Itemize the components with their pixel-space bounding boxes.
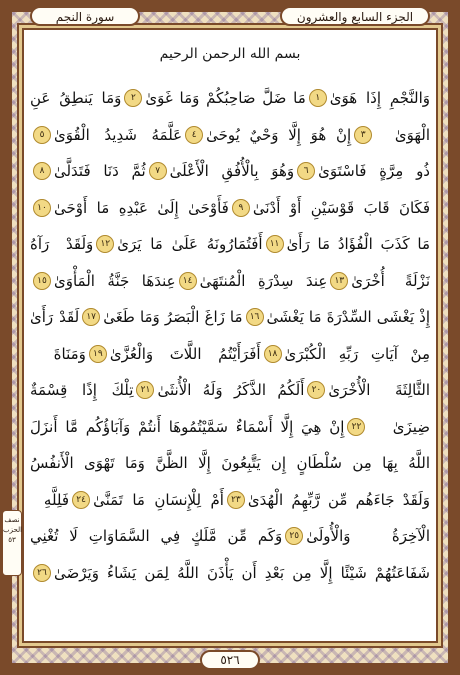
ayah-number-marker: ١٦ — [246, 308, 264, 326]
verse-text: عِندَ سِدْرَةِ الْمُنتَهَىٰ — [199, 271, 328, 290]
ayah-number-marker: ١٨ — [264, 345, 282, 363]
verse-text: وَكَم مِّن مَّلَكٍ فِي السَّمَاوَاتِ لَا تُغْنِي — [30, 527, 283, 546]
verse-line — [30, 153, 430, 190]
ayah-number-marker: ٢٢ — [347, 418, 365, 436]
ayah-number-marker: ٨ — [33, 162, 51, 180]
verse-line — [30, 117, 430, 154]
page-number: ٥٢٦ — [200, 650, 260, 670]
ayah-number-marker: ٢٣ — [227, 491, 245, 509]
hizb-marker — [2, 510, 22, 576]
verse-text: أَفَرَأَيْتُمُ اللَّاتَ وَالْعُزَّىٰ — [109, 344, 261, 363]
verse-line — [30, 409, 430, 446]
ayah-number-marker: ٢٤ — [72, 491, 90, 509]
verse-line — [30, 518, 430, 555]
verse-text: مَا زَاغَ الْبَصَرُ وَمَا طَغَىٰ — [103, 308, 243, 327]
verse-text: عَلَّمَهُ شَدِيدُ الْقُوَىٰ — [53, 125, 183, 144]
verse-text: ثُمَّ دَنَا فَتَدَلَّىٰ — [53, 162, 146, 181]
page-header — [22, 4, 438, 26]
basmala: بسم الله الرحمن الرحيم — [159, 46, 301, 62]
verse-text: مِنْ آيَاتِ رَبِّهِ الْكُبْرَىٰ — [284, 344, 430, 363]
ayah-number-marker: ١٢ — [96, 235, 114, 253]
ayah-number-marker: ٧ — [149, 162, 167, 180]
verse-text: مَا كَذَبَ الْفُؤَادُ مَا رَأَىٰ — [286, 235, 430, 254]
verse-text: نَزْلَةً أُخْرَىٰ — [351, 271, 430, 290]
hizb-marker-line: نصف — [4, 516, 20, 524]
verse-text: وَالنَّجْمِ إِذَا هَوَىٰ — [329, 89, 430, 108]
ayah-number-marker: ١١ — [266, 235, 284, 253]
hizb-marker-line: الحزب — [3, 526, 23, 534]
verse-text: إِذْ يَغْشَى السِّدْرَةَ مَا يَغْشَىٰ — [266, 308, 430, 327]
verse-line — [30, 336, 430, 373]
ayah-number-marker: ١٣ — [330, 272, 348, 290]
verse-line — [30, 372, 430, 409]
verse-line — [30, 80, 430, 117]
ayah-number-marker: ٤ — [185, 126, 203, 144]
ayah-number-marker: ٢٠ — [307, 381, 325, 399]
ayah-number-marker: ٢٥ — [285, 527, 303, 545]
ayah-number-marker: ٥ — [33, 126, 51, 144]
verse-line — [30, 299, 430, 336]
verse-line — [30, 226, 430, 263]
ayah-number-marker: ٦ — [297, 162, 315, 180]
verse-text: وَمَنَاةَ — [53, 344, 86, 363]
juz-label: الجزء السابع والعشرون — [280, 6, 430, 26]
verse-text: فَأَوْحَىٰ إِلَىٰ عَبْدِهِ مَا أَوْحَىٰ — [53, 198, 229, 217]
verse-line — [30, 482, 430, 519]
verse-text: وَلَقَدْ جَاءَهُم مِّن رَّبِّهِمُ الْهُدَىٰ — [247, 490, 430, 509]
ayah-number-marker: ٢٦ — [33, 564, 51, 582]
verse-text: ذُو مِرَّةٍ فَاسْتَوَىٰ — [318, 162, 430, 181]
verse-text: شَفَاعَتُهُمْ شَيْئًا إِلَّا مِن بَعْدِ أَن يَأْذَنَ اللَّهُ لِمَن يَشَاءُ وَيَرْضَىٰ — [54, 563, 430, 582]
verse-text: وَلَقَدْ رَآهُ — [30, 235, 94, 254]
ayah-number-marker: ١٧ — [82, 308, 100, 326]
ayah-number-marker: ٩ — [232, 199, 250, 217]
verse-text: الْآخِرَةُ وَالْأُولَىٰ — [306, 527, 430, 546]
verse-line — [30, 445, 430, 482]
verse-text: أَفَتُمَارُونَهُ عَلَىٰ مَا يَرَىٰ — [117, 235, 263, 254]
ayah-number-marker: ٣ — [354, 126, 372, 144]
verse-text: فَكَانَ قَابَ قَوْسَيْنِ أَوْ أَدْنَىٰ — [252, 198, 430, 217]
verse-text: ضِيزَىٰ — [392, 417, 430, 436]
surah-label: سورة النجم — [30, 6, 140, 26]
verse-text: عِندَهَا جَنَّةُ الْمَأْوَىٰ — [54, 271, 176, 290]
verse-text: أَمْ لِلْإِنسَانِ مَا تَمَنَّىٰ — [93, 490, 224, 509]
verse-text: وَمَا يَنطِقُ عَنِ — [30, 89, 122, 108]
hizb-marker-line: ٥٣ — [8, 536, 16, 544]
verse-line — [30, 263, 430, 300]
verse-text: وَهُوَ بِالْأُفُقِ الْأَعْلَىٰ — [169, 162, 295, 181]
verse-text: إِنْ هِيَ إِلَّا أَسْمَاءٌ سَمَّيْتُمُوهَا أَنتُمْ وَآبَاؤُكُم مَّا أَنزَلَ — [30, 417, 345, 436]
ayah-number-marker: ١٠ — [33, 199, 51, 217]
verse-text: أَلَكُمُ الذَّكَرُ وَلَهُ الْأُنثَىٰ — [157, 381, 305, 400]
verse-line — [30, 555, 430, 592]
ayah-number-marker: ١٩ — [89, 345, 107, 363]
verse-line — [30, 190, 430, 227]
ayah-number-marker: ٢ — [124, 89, 142, 107]
verse-text: الْهَوَىٰ — [394, 125, 430, 144]
verse-text: تِلْكَ إِذًا قِسْمَةٌ — [30, 381, 134, 400]
verse-text: لَقَدْ رَأَىٰ — [30, 308, 80, 327]
verse-text: الثَّالِثَةَ الْأُخْرَىٰ — [328, 381, 430, 400]
verse-text: إِنْ هُوَ إِلَّا وَحْيٌ يُوحَىٰ — [206, 125, 352, 144]
ayah-number-marker: ١٤ — [179, 272, 197, 290]
verse-text: اللَّهُ بِهَا مِن سُلْطَانٍ إِن يَتَّبِعُونَ إِلَّا الظَّنَّ وَمَا تَهْوَى الْأَنفُسُ — [30, 454, 430, 473]
ayah-number-marker: ١ — [309, 89, 327, 107]
verse-text: مَا ضَلَّ صَاحِبُكُمْ وَمَا غَوَىٰ — [145, 89, 306, 108]
verse-text: فَلِلَّهِ — [43, 490, 70, 509]
ayah-number-marker: ١٥ — [33, 272, 51, 290]
ayah-number-marker: ٢١ — [136, 381, 154, 399]
verse-lines — [30, 80, 430, 591]
